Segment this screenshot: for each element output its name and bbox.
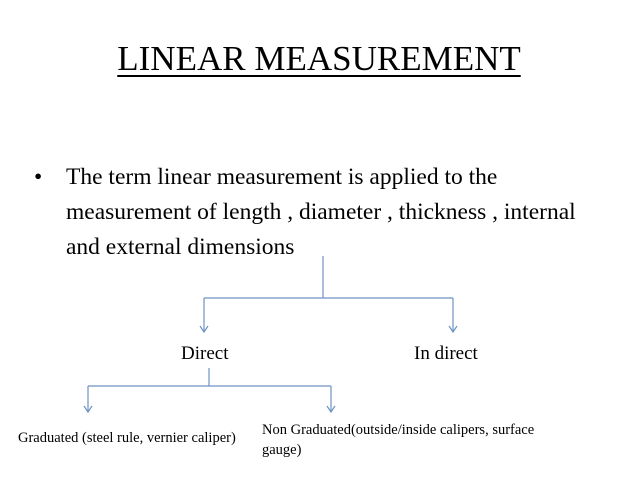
bullet-text: The term linear measurement is applied to the measurement of length , diameter , thickness , internal and external dimensions (66, 164, 576, 260)
node-graduated: Graduated (steel rule, vernier caliper) (18, 430, 236, 446)
node-non-graduated: Non Graduated(outside/inside calipers, surface gauge) (262, 422, 535, 458)
bullet-dot: • (34, 164, 43, 190)
node-indirect: In direct (414, 343, 478, 364)
node-direct: Direct (181, 343, 229, 364)
slide-title: LINEAR MEASUREMENT (117, 39, 521, 78)
